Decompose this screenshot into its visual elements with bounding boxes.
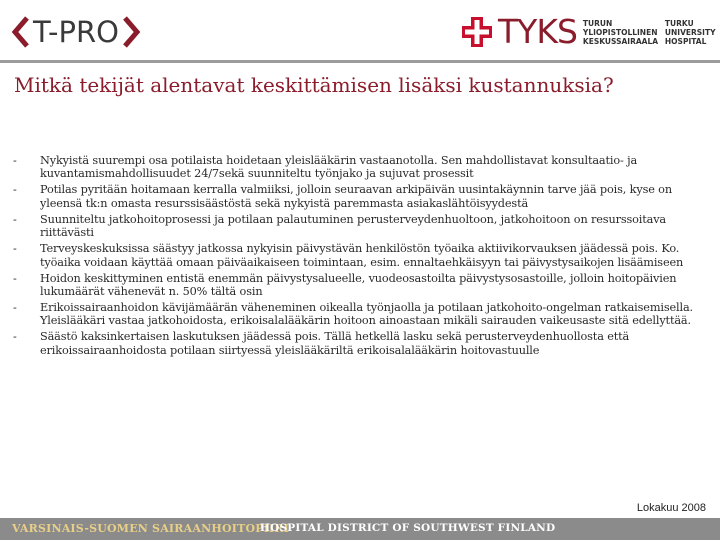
tyks-sub-en-line: HOSPITAL	[664, 36, 707, 46]
tyks-logo	[460, 14, 720, 50]
bullet-dash: -	[13, 212, 17, 226]
tpro-logo	[10, 12, 142, 52]
bullet-text: Erikoissairaanhoidon kävijämäärän väheneminen oikealla työnjaolla ja potilaan jatkohoito-ongelman ratkaisemisella. Yleislääkäri vastaa jatkohoidosta, erikoisalalääkärin hoitoon ainoastaan mikäli sairauden vaikeusaste sitä edellyttää.	[40, 301, 693, 328]
footer-text-fi: VARSINAIS-SUOMEN SAIRAANHOITOPIIRI	[12, 522, 290, 535]
tyks-subtitle-en	[665, 19, 720, 46]
tyks-sub-fi-line: KESKUSSAIRAALA	[582, 36, 659, 46]
list-item	[13, 301, 703, 328]
tyks-sub-en-line: UNIVERSITY	[664, 27, 716, 37]
chevron-left-icon	[10, 14, 32, 50]
chevron-right-icon	[120, 14, 142, 50]
tyks-sub-fi-line: TURUN	[582, 18, 613, 28]
list-item	[13, 330, 703, 357]
bullet-dash: -	[13, 242, 17, 256]
tyks-subtitle-fi	[583, 19, 659, 46]
bullet-dash: -	[13, 271, 17, 285]
bullet-text: Säästö kaksinkertaisen laskutuksen jäädessä pois. Tällä hetkellä lasku sekä perusterveydenhuollosta että erikoissairaanhoidosta potilaan siirtyessä yleislääkäriltä erikoisalalääkärin hoitovastuulle	[40, 330, 630, 357]
bullet-text: Hoidon keskittyminen entistä enemmän päivystysalueelle, vuodeosastoilta päivystysosastoille, jolloin hoitopäivien lukumäärät vähenevät n. 50% tältä osin	[40, 271, 677, 299]
list-item	[13, 272, 703, 299]
tyks-sub-fi-line: YLIOPISTOLLINEN	[582, 27, 658, 37]
red-cross-icon	[460, 15, 494, 49]
bullet-list	[13, 154, 703, 360]
header-divider	[0, 60, 720, 63]
tpro-logo-text: T-PRO	[33, 15, 119, 49]
bullet-text: Suunniteltu jatkohoitoprosessi ja potilaan palautuminen perusterveydenhuoltoon, jatkohoitoon on resurssoitava riittävästi	[40, 212, 667, 240]
footer-text-en: HOSPITAL DISTRICT OF SOUTHWEST FINLAND	[260, 522, 556, 534]
bullet-text: Nykyistä suurempi osa potilaista hoidetaan yleislääkärin vastaanotolla. Sen mahdollistavat konsultaatio- ja kuvantamismahdollisuudet 24/7sekä suunniteltu työnjako ja sujuvat prosessit	[40, 154, 638, 181]
list-item	[13, 183, 703, 210]
list-item	[13, 154, 703, 181]
bullet-text: Terveyskeskuksissa säästyy jatkossa nykyisin päivystävän henkilöstön työaika aktiivikorvauksen jäädessä pois. Ko. työaika voidaan käyttää omaan päiväaikaiseen toimintaan, esim. ennaltaehkäisyyn tai päivystysaikojen lisäämiseen	[40, 242, 684, 269]
tyks-logo-text: TYKS	[498, 12, 577, 51]
footer-bar	[0, 518, 720, 540]
bullet-dash: -	[13, 301, 17, 315]
bullet-dash: -	[13, 330, 17, 344]
list-item	[13, 213, 703, 240]
slide-title: Mitkä tekijät alentavat keskittämisen lisäksi kustannuksia?	[14, 73, 614, 97]
tyks-sub-en-line: TURKU	[664, 18, 694, 28]
list-item	[13, 242, 703, 269]
date-label: Lokakuu 2008	[636, 502, 706, 514]
header	[0, 0, 720, 62]
bullet-text: Potilas pyritään hoitamaan kerralla valmiiksi, jolloin seuraavan arkipäivän uusintakäynnin tarve jää pois, kyse on yleensä tk:n omasta resurssisäästöstä sekä nykyistä paremmasta asiakaslähtöisyydestä	[40, 183, 672, 210]
bullet-dash: -	[13, 183, 17, 197]
bullet-dash: -	[13, 154, 17, 167]
